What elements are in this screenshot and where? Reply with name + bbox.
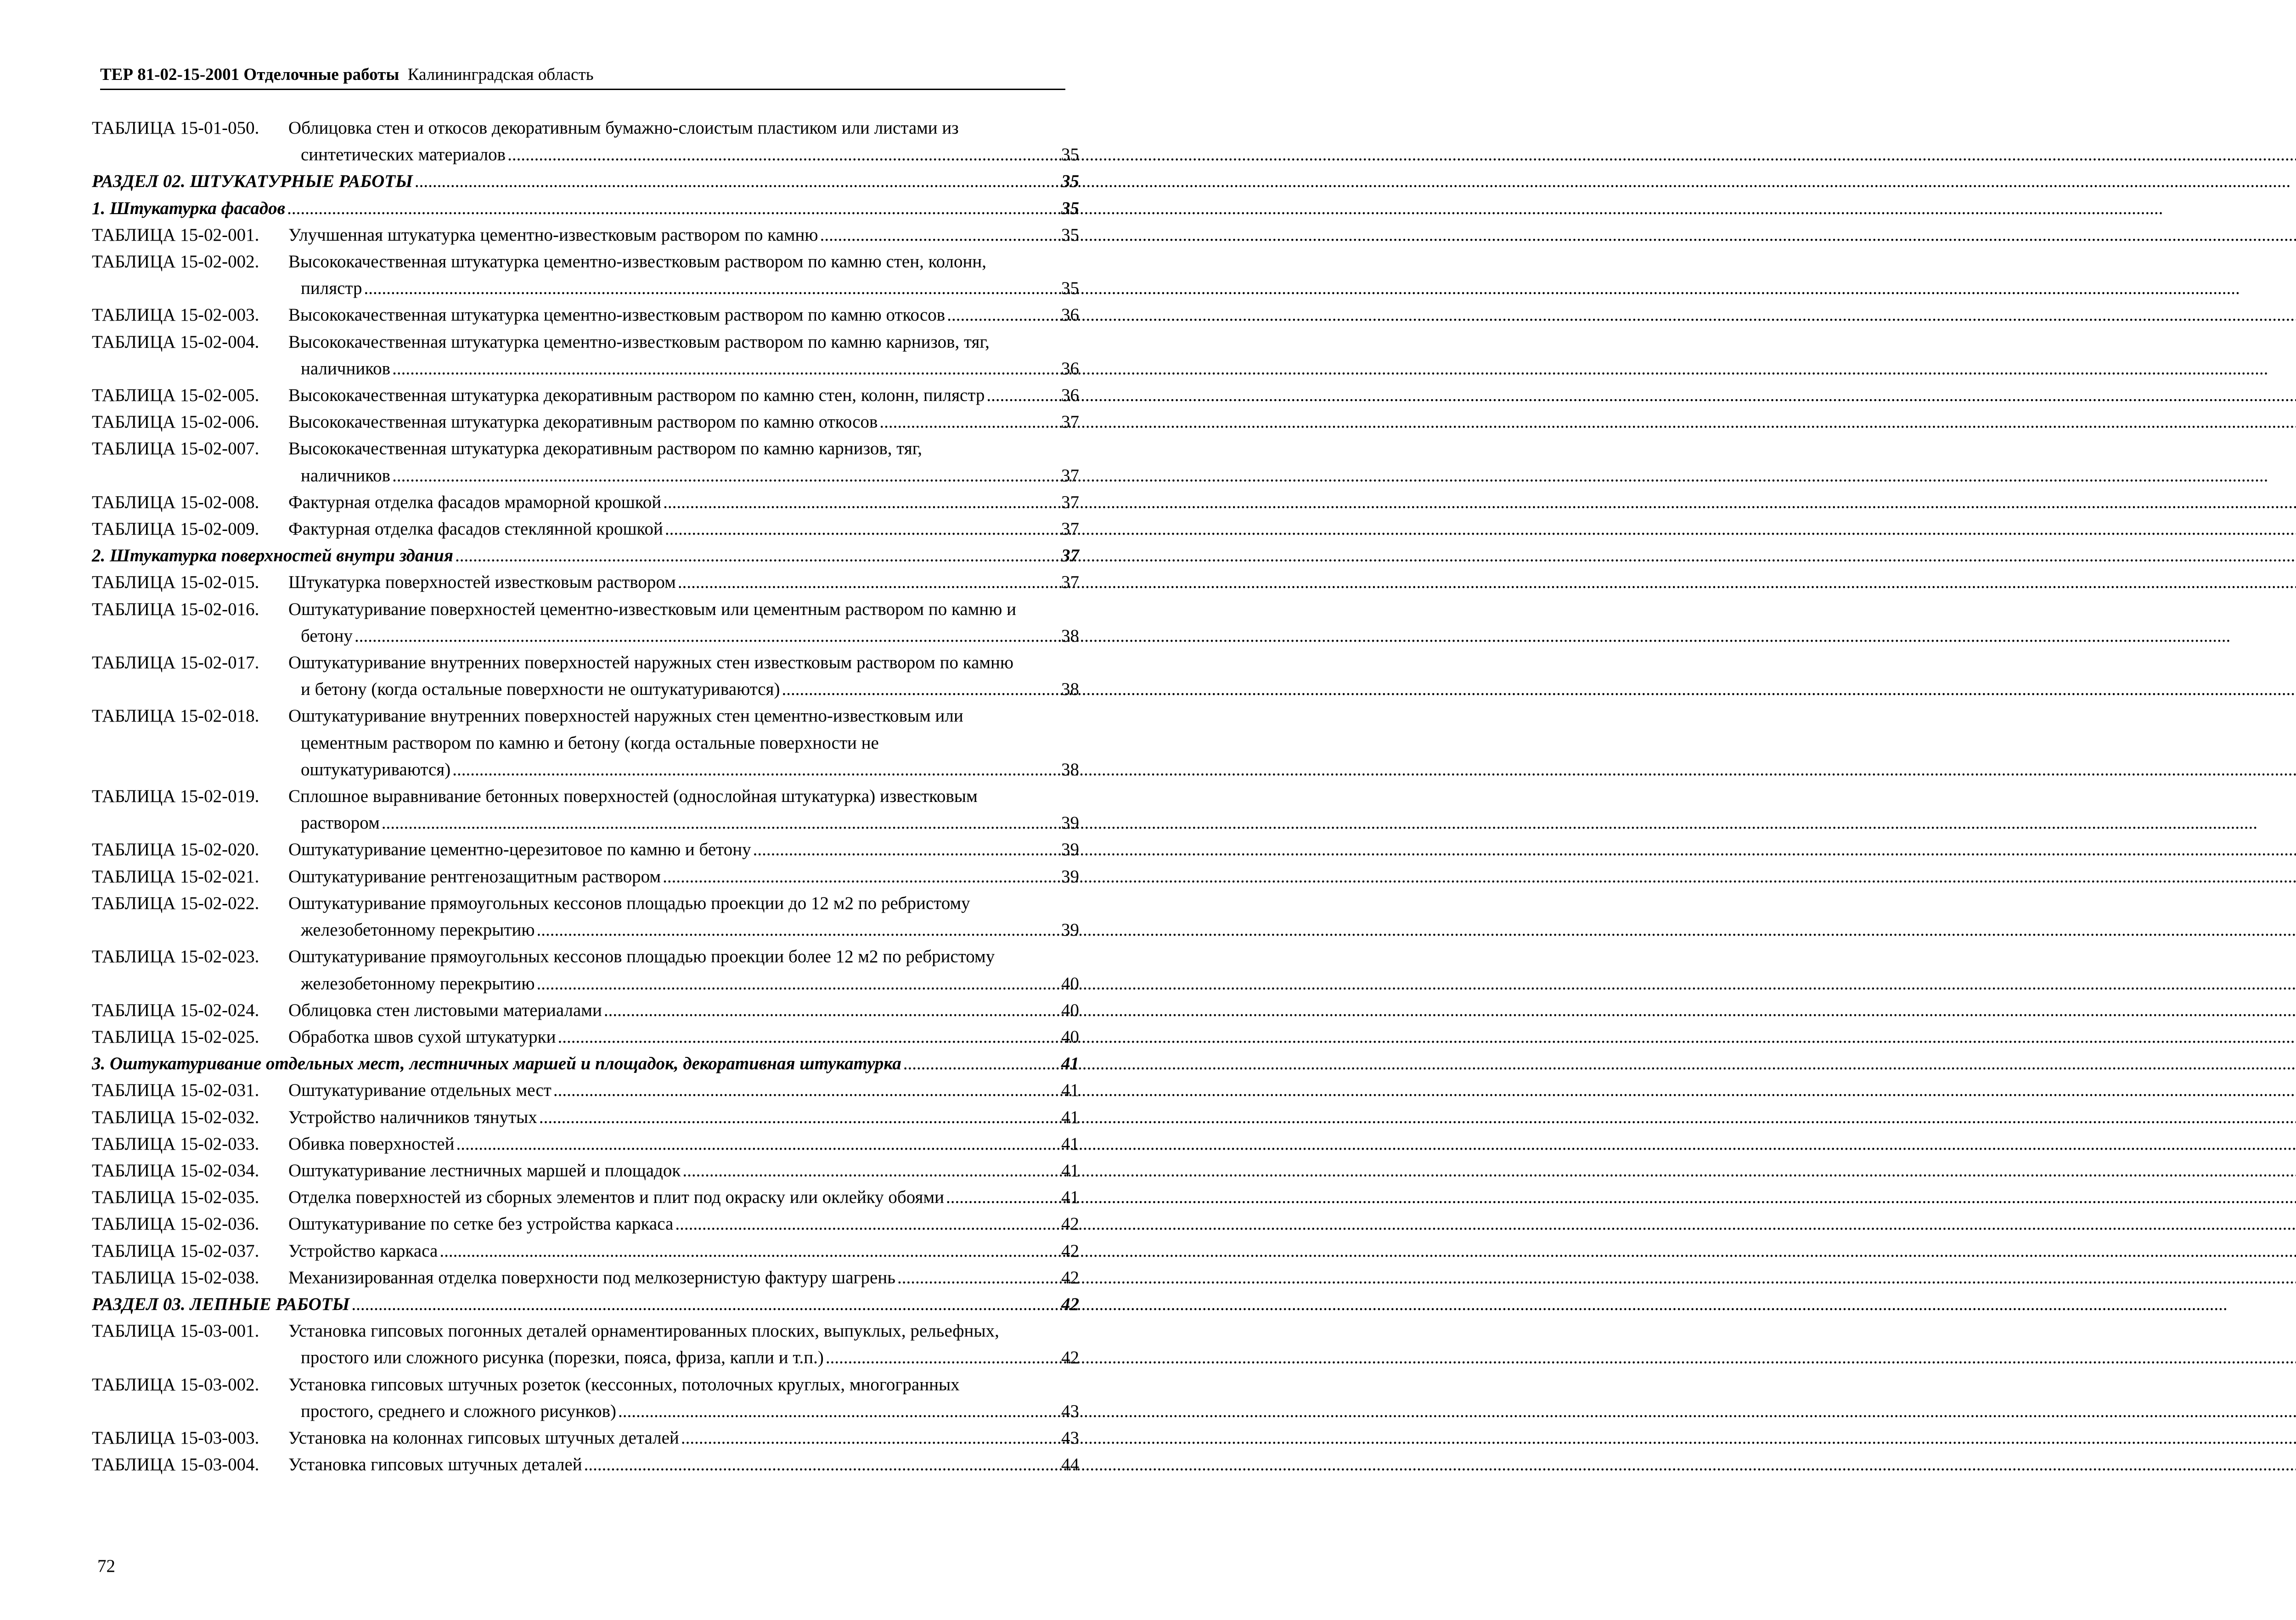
dot-leader [782,676,1059,703]
table-code: ТАБЛИЦА 15-02-005. [92,385,259,406]
dot-leader [536,917,1059,943]
dot-leader [553,1077,1059,1104]
entry-title: Улучшенная штукатурка цементно-известковым раствором по камню [288,225,818,245]
toc-line [92,409,1079,435]
page-ref: 41 [1061,1080,1079,1101]
toc-table [92,1104,1079,1131]
dot-leader [439,1238,1059,1264]
toc-line [92,489,1079,516]
toc-line [92,1184,1079,1211]
toc-table [92,890,1079,943]
table-code: ТАБЛИЦА 15-03-004. [92,1455,259,1475]
toc-table [92,1077,1079,1104]
entry-title: Устройство наличников тянутых [288,1107,537,1127]
toc-table [92,1131,1079,1157]
page-ref: 42 [1061,1294,1079,1314]
dot-leader [584,1451,1059,1478]
toc-table [92,1451,1079,1478]
page-ref: 40 [1061,1027,1079,1047]
entry-title-cont [92,623,1079,649]
entry-title: Сплошное выравнивание бетонных поверхностей (однослойная штукатурка) известковым [288,786,978,807]
toc-table [92,1372,1079,1425]
entry-title-cont [92,1344,1079,1371]
toc-table [92,435,1079,489]
toc-line [92,302,1079,328]
table-code: ТАБЛИЦА 15-02-007. [92,439,259,459]
page-ref: 42 [1061,1214,1079,1234]
entry-title: Оштукатуривание цементно-церезитовое по камню и бетону [288,840,751,860]
entry-title-tail: наличников [301,465,391,485]
toc-table [92,516,1079,542]
toc-table [92,1157,1079,1184]
toc-table [92,302,1079,328]
dot-leader [663,864,1059,890]
toc-line [92,1050,1079,1077]
table-code: ТАБЛИЦА 15-02-002. [92,252,259,272]
entry-title: Облицовка стен листовыми материалами [288,1000,602,1020]
toc-line [92,836,1079,863]
entry-title: 3. Оштукатуривание отдельных мест, лестничных маршей и площадок, декоративная штукатурка [92,1054,901,1074]
page-ref: 44 [1061,1455,1079,1475]
page-ref: 35 [1061,171,1079,192]
table-code: ТАБЛИЦА 15-02-001. [92,225,259,245]
entry-title-tail: бетону [301,626,353,646]
table-code: ТАБЛИЦА 15-02-024. [92,1000,259,1020]
entry-title: 1. Штукатурка фасадов [92,198,286,218]
page-ref: 41 [1061,1187,1079,1208]
toc-line [92,1131,1079,1157]
dot-leader [820,222,1059,248]
page-ref: 39 [1061,866,1079,886]
entry-title: Обработка швов сухой штукатурки [288,1027,556,1047]
page-ref: 37 [1061,519,1079,539]
entry-title: Высококачественная штукатурка цементно-известковым раствором по камню стен, колонн, [288,252,986,272]
page-ref: 35 [1061,145,1079,165]
entry-title: Оштукатуривание внутренних поверхностей наружных стен цементно-известковым или [288,706,963,726]
toc-table [92,409,1079,435]
entry-title-cont [92,463,1079,489]
table-code: ТАБЛИЦА 15-02-009. [92,519,259,539]
toc-line [92,569,1079,596]
dot-leader [678,569,1059,596]
entry-title: Обивка поверхностей [288,1134,455,1154]
page-ref: 37 [1061,465,1079,485]
entry-title: Отделка поверхностей из сборных элементов и плит под окраску или оклейку обоями [288,1187,945,1208]
toc-line [92,222,1079,248]
dot-leader [682,1157,1059,1184]
dot-leader [455,542,1059,569]
page-ref: 35 [1061,278,1079,299]
entry-title: РАЗДЕЛ 02. ШТУКАТУРНЫЕ РАБОТЫ [92,171,413,192]
toc-line [92,1372,1079,1398]
toc-line [92,890,1079,917]
entry-title-cont [92,756,1079,783]
entry-title-cont [92,810,1079,836]
page-ref: 42 [1061,1267,1079,1287]
entry-title: Штукатурка поверхностей известковым раствором [288,572,676,593]
table-code: ТАБЛИЦА 15-02-025. [92,1027,259,1047]
toc-table [92,1184,1079,1211]
toc-table [92,382,1079,409]
entry-title: Оштукатуривание внутренних поверхностей наружных стен известковым раствором по камню [288,653,1014,673]
dot-leader [663,489,1059,516]
entry-title-tail: и бетону (когда остальные поверхности не оштукатуриваются) [301,679,780,700]
page-ref: 37 [1061,492,1079,512]
toc-line [92,703,1079,729]
entry-title-tail: синтетических материалов [301,145,506,165]
page-ref: 40 [1061,973,1079,993]
entry-title: Оштукатуривание поверхностей цементно-известковым или цементным раствором по камню и [288,599,1016,619]
entry-title: 2. Штукатурка поверхностей внутри здания [92,546,453,566]
dot-leader [675,1211,1059,1237]
dot-leader [539,1104,1059,1131]
entry-title: Оштукатуривание прямоугольных кессонов площадью проекции до 12 м2 по ребристому [288,893,970,913]
entry-title-tail: раствором [301,813,380,833]
toc-table [92,836,1079,863]
toc-table [92,783,1079,836]
toc-line [92,195,1079,222]
dot-leader [826,1344,1059,1371]
table-code: ТАБЛИЦА 15-03-001. [92,1321,259,1341]
table-code: ТАБЛИЦА 15-02-036. [92,1214,259,1234]
toc-line [92,649,1079,676]
table-code: ТАБЛИЦА 15-02-022. [92,893,259,913]
header-region: Калининградская область [407,65,594,84]
page-ref: 41 [1061,1107,1079,1127]
page-ref: 38 [1061,759,1079,779]
page-ref: 37 [1061,572,1079,593]
table-code: ТАБЛИЦА 15-02-020. [92,840,259,860]
page-ref: 39 [1061,813,1079,833]
entry-title-tail: оштукатуриваются) [301,759,451,779]
dot-leader [392,463,1059,489]
toc-subsection [92,195,1079,222]
entry-title: Оштукатуривание лестничных маршей и площадок [288,1160,681,1180]
entry-title-tail: железобетонному перекрытию [301,973,535,993]
toc-table [92,329,1079,382]
entry-title: Фактурная отделка фасадов стеклянной крошкой [288,519,663,539]
toc-table [92,1211,1079,1237]
entry-title: Высококачественная штукатурка декоративным раствором по камню откосов [288,412,878,432]
toc-line [92,1024,1079,1050]
page-ref: 42 [1061,1241,1079,1261]
dot-leader [452,756,1059,783]
toc-line [92,329,1079,356]
dot-leader [355,623,1059,649]
toc-table [92,1024,1079,1050]
entry-title: Высококачественная штукатурка декоративным раствором по камню стен, колонн, пилястр [288,385,985,406]
page-ref: 41 [1061,1134,1079,1154]
table-code: ТАБЛИЦА 15-03-002. [92,1374,259,1394]
table-code: ТАБЛИЦА 15-02-017. [92,653,259,673]
table-code: ТАБЛИЦА 15-02-018. [92,706,259,726]
entry-title-cont [92,971,1079,997]
toc-table [92,489,1079,516]
entry-title: Фактурная отделка фасадов мраморной крошкой [288,492,662,512]
toc-table [92,115,1079,168]
entry-title-cont [92,275,1079,302]
entry-title: Высококачественная штукатурка цементно-известковым раствором по камню откосов [288,305,945,325]
table-code: ТАБЛИЦА 15-02-032. [92,1107,259,1127]
entry-title-cont [92,356,1079,382]
toc-line [92,1264,1079,1291]
toc-line [92,1157,1079,1184]
toc-section [92,1291,1079,1318]
toc-table [92,1264,1079,1291]
dot-leader [879,409,1059,435]
entry-title: Установка гипсовых штучных розеток (кессонных, потолочных круглых, многогранных [288,1374,960,1394]
page-ref: 42 [1061,1348,1079,1368]
toc-table [92,1425,1079,1451]
table-of-contents [92,115,1079,1478]
page-ref: 35 [1061,225,1079,245]
entry-title: Высококачественная штукатурка цементно-известковым раствором по камню карнизов, тяг, [288,332,990,352]
page-number: 72 [97,1556,115,1576]
entry-title-tail: наличников [301,358,391,378]
toc-line [92,248,1079,275]
toc-table [92,649,1079,703]
dot-leader [351,1291,1059,1318]
dot-leader [681,1425,1059,1451]
table-code: ТАБЛИЦА 15-02-004. [92,332,259,352]
page-ref: 35 [1061,198,1079,218]
page-ref: 41 [1061,1054,1079,1074]
entry-title: РАЗДЕЛ 03. ЛЕПНЫЕ РАБОТЫ [92,1294,350,1314]
entry-title-tail: пилястр [301,278,362,299]
page-ref: 39 [1061,840,1079,860]
table-code: ТАБЛИЦА 15-02-008. [92,492,259,512]
dot-leader [364,275,1059,302]
toc-line [92,997,1079,1024]
table-code: ТАБЛИЦА 15-02-033. [92,1134,259,1154]
entry-title-tail: железобетонному перекрытию [301,920,535,940]
toc-line [92,1104,1079,1131]
header-doc-code: ТЕР 81-02-15-2001 Отделочные работы [100,65,400,84]
page-ref: 43 [1061,1428,1079,1448]
entry-title: Установка на колоннах гипсовых штучных деталей [288,1428,679,1448]
dot-leader [897,1264,1059,1291]
header-rule [100,89,1065,90]
toc-line [92,435,1079,462]
dot-leader [665,516,1059,542]
page-ref: 38 [1061,679,1079,700]
table-code: ТАБЛИЦА 15-02-003. [92,305,259,325]
table-code: ТАБЛИЦА 15-02-035. [92,1187,259,1208]
toc-table [92,997,1079,1024]
toc-line [92,1425,1079,1451]
dot-leader [903,1050,1059,1077]
entry-title: Оштукатуривание по сетке без устройства каркаса [288,1214,674,1234]
table-code: ТАБЛИЦА 15-01-050. [92,118,259,138]
page-ref: 37 [1061,412,1079,432]
dot-leader [604,997,1059,1024]
table-code: ТАБЛИЦА 15-02-031. [92,1080,259,1101]
entry-title: Установка гипсовых погонных деталей орнаментированных плоских, выпуклых, рельефных, [288,1321,999,1341]
dot-leader [415,168,1059,195]
page-ref: 37 [1061,546,1079,566]
page-ref: 40 [1061,1000,1079,1020]
table-code: ТАБЛИЦА 15-02-019. [92,786,259,807]
toc-line [92,1451,1079,1478]
entry-title: Оштукатуривание рентгенозащитным раствором [288,866,661,886]
toc-subsection [92,1050,1079,1077]
toc-table [92,569,1079,596]
dot-leader [392,356,1059,382]
dot-leader [986,382,1059,409]
entry-title: Устройство каркаса [288,1241,438,1261]
page-ref: 36 [1061,385,1079,406]
dot-leader [287,195,1059,222]
toc-table [92,943,1079,997]
entry-title: Оштукатуривание прямоугольных кессонов площадью проекции более 12 м2 по ребристому [288,947,995,967]
entry-title-tail: простого или сложного рисунка (порезки, пояса, фриза, капли и т.п.) [301,1348,824,1368]
entry-title-wrap: цементным раствором по камню и бетону (когда остальные поверхности не [301,733,879,753]
dot-leader [946,1184,1059,1211]
toc-line [92,864,1079,890]
table-code: ТАБЛИЦА 15-02-015. [92,572,259,593]
table-code: ТАБЛИЦА 15-02-034. [92,1160,259,1180]
entry-title-tail: простого, среднего и сложного рисунков) [301,1401,617,1421]
table-code: ТАБЛИЦА 15-02-037. [92,1241,259,1261]
toc-table [92,248,1079,302]
entry-title-cont [92,676,1079,703]
toc-line [92,596,1079,623]
toc-line [92,1291,1079,1318]
toc-table [92,1318,1079,1371]
toc-section [92,168,1079,195]
entry-title: Оштукатуривание отдельных мест [288,1080,551,1101]
toc-line [92,516,1079,542]
page-ref: 39 [1061,920,1079,940]
page-ref: 41 [1061,1160,1079,1180]
toc-table [92,1238,1079,1264]
page-ref: 36 [1061,305,1079,325]
toc-table [92,864,1079,890]
toc-line [92,542,1079,569]
entry-title-cont [92,917,1079,943]
toc-table [92,703,1079,783]
toc-line [92,1238,1079,1264]
dot-leader [753,836,1059,863]
toc-line [92,115,1079,141]
toc-subsection [92,542,1079,569]
toc-table [92,222,1079,248]
dot-leader [507,141,1059,168]
dot-leader [557,1024,1059,1050]
dot-leader [947,302,1059,328]
dot-leader [618,1398,1059,1425]
page-ref: 43 [1061,1401,1079,1421]
table-code: ТАБЛИЦА 15-03-003. [92,1428,259,1448]
toc-line [92,1318,1079,1344]
toc-line [92,943,1079,970]
table-code: ТАБЛИЦА 15-02-006. [92,412,259,432]
toc-line [92,1077,1079,1104]
entry-title: Облицовка стен и откосов декоративным бумажно-слоистым пластиком или листами из [288,118,959,138]
entry-title-cont [92,1398,1079,1425]
toc-line [92,382,1079,409]
dot-leader [456,1131,1059,1157]
toc-line [92,783,1079,810]
table-code: ТАБЛИЦА 15-02-021. [92,866,259,886]
entry-title-cont [92,141,1079,168]
entry-title: Высококачественная штукатурка декоративным раствором по камню карнизов, тяг, [288,439,923,459]
running-header [100,63,1065,86]
dot-leader [382,810,1059,836]
dot-leader [536,971,1059,997]
entry-title: Механизированная отделка поверхности под мелкозернистую фактуру шагрень [288,1267,895,1287]
toc-table [92,596,1079,649]
toc-line [92,168,1079,195]
toc-line [92,1211,1079,1237]
page-ref: 38 [1061,626,1079,646]
page-ref: 36 [1061,358,1079,378]
entry-title: Установка гипсовых штучных деталей [288,1455,582,1475]
table-code: ТАБЛИЦА 15-02-038. [92,1267,259,1287]
table-code: ТАБЛИЦА 15-02-016. [92,599,259,619]
table-code: ТАБЛИЦА 15-02-023. [92,947,259,967]
